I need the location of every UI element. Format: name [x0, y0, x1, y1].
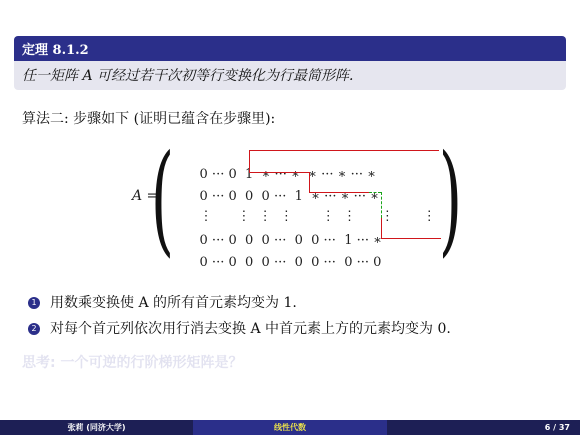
staircase-step: [309, 192, 369, 193]
theorem-block: [14, 36, 566, 90]
staircase-gap: [381, 192, 382, 218]
staircase-step: [309, 172, 310, 192]
staircase-gap: [369, 192, 381, 193]
matrix-row-text: 0 ··· 0 1 ∗ ··· ∗ ∗ ··· ∗ ··· ∗: [199, 167, 376, 182]
theorem-title: 定理 8.1.2: [14, 36, 566, 61]
staircase-step: [249, 172, 309, 173]
step-number-badge: 1: [28, 297, 40, 309]
right-paren: ): [438, 130, 463, 269]
step-2: [28, 318, 451, 338]
staircase-step: [381, 238, 441, 239]
matrix-row-text: 0 ··· 0 0 0 ··· 0 0 ··· 0 ··· 0: [199, 255, 382, 270]
matrix-row-text: 0 ··· 0 0 0 ··· 1 ∗ ··· ∗ ··· ∗: [199, 189, 379, 204]
footer-author: 张莉 (同济大学): [0, 420, 193, 435]
footer-course: 线性代数: [193, 420, 387, 435]
step-number-badge: 2: [28, 323, 40, 335]
left-paren: (: [150, 130, 175, 269]
footer-bar: [0, 420, 580, 435]
step-1: [28, 292, 297, 312]
footer-page-number: 6 / 37: [387, 420, 580, 435]
theorem-statement: 任一矩阵 A 可经过若干次初等行变换化为行最简形阵.: [14, 61, 566, 90]
matrix-row-text: 0 ··· 0 0 0 ··· 0 0 ··· 1 ··· ∗: [199, 233, 382, 248]
staircase-step: [381, 218, 382, 238]
staircase-step: [249, 150, 250, 172]
matrix: [150, 130, 465, 282]
matrix-label: A =: [132, 188, 159, 204]
step-text: 用数乘变换使 A 的所有首元素均变为 1.: [50, 295, 297, 311]
question-text: 思考: 一个可逆的行阶梯形矩阵是？: [22, 355, 243, 371]
staircase-top: [249, 150, 439, 151]
algorithm-intro: 算法二: 步骤如下 (证明已蕴含在步骤里):: [22, 111, 276, 127]
matrix-row: [183, 240, 381, 285]
matrix-row-text: ⋮ ⋮ ⋮ ⋮ ⋮ ⋮ ⋮ ⋮: [199, 209, 436, 224]
step-text: 对每个首元列依次用行消去变换 A 中首元素上方的元素均变为 0.: [50, 321, 451, 337]
